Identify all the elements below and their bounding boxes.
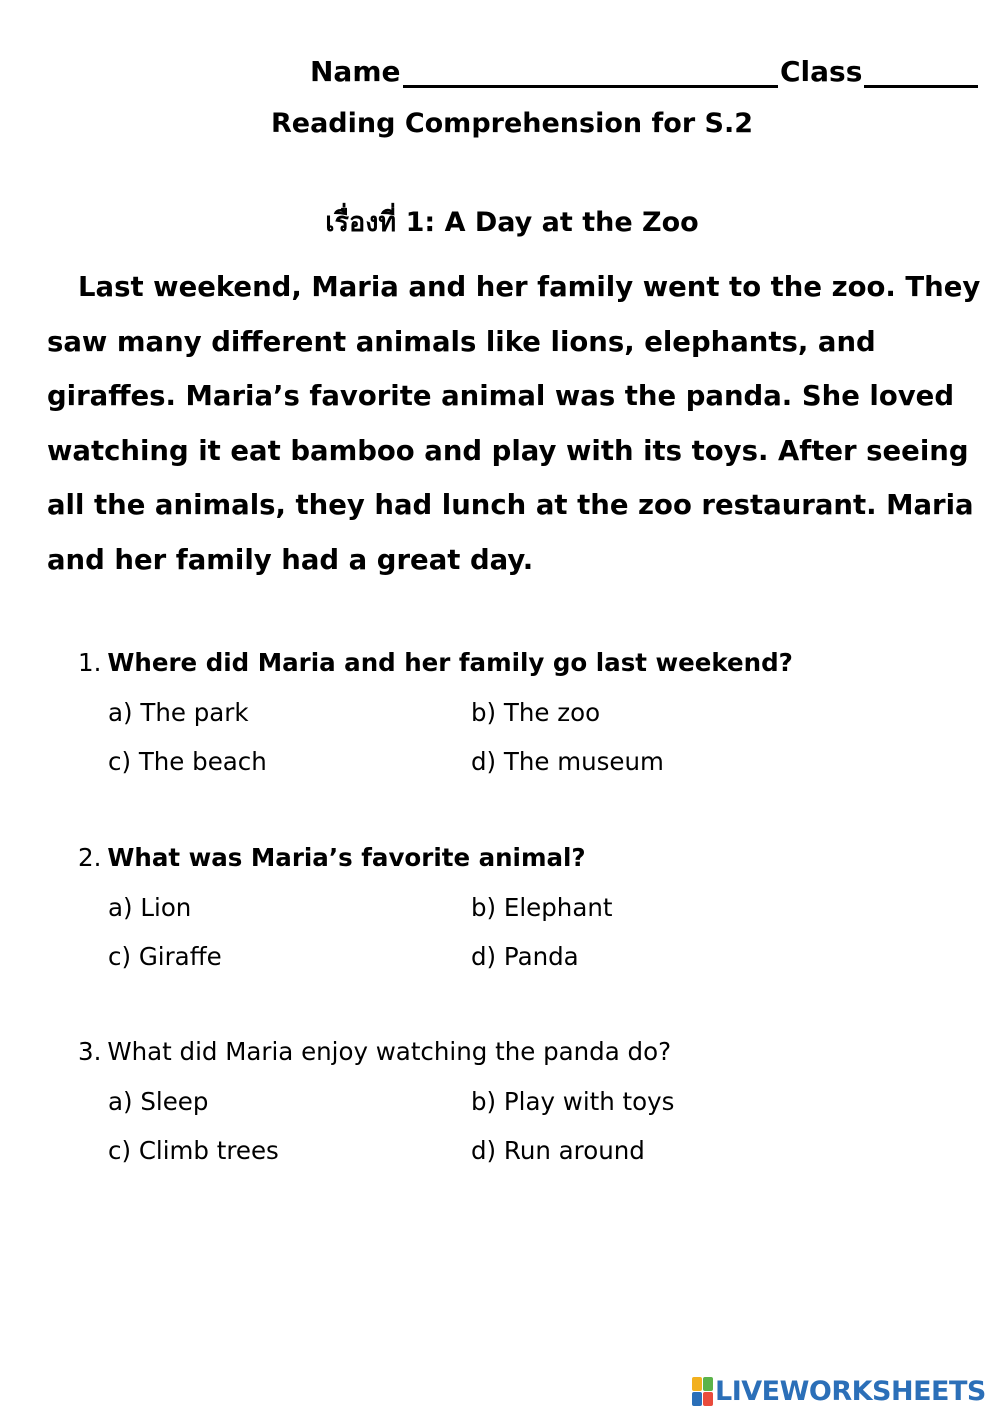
question-2: [78, 843, 978, 981]
option-a[interactable]: a) The park: [108, 698, 249, 727]
passage-line: saw many different animals like lions, elephants, and: [47, 325, 876, 358]
logo-text: LIVEWORKSHEETS: [715, 1375, 986, 1407]
worksheet-title: Reading Comprehension for S.2: [270, 108, 754, 139]
option-c[interactable]: c) Climb trees: [108, 1136, 279, 1165]
answer-options: [108, 1077, 978, 1175]
answer-options: [108, 883, 978, 981]
question-number: 2.: [78, 843, 102, 872]
name-class-header: [310, 44, 980, 88]
question-text: What was Maria’s favorite animal?: [107, 843, 586, 872]
liveworksheets-logo: [692, 1375, 986, 1407]
answer-options: [108, 688, 978, 786]
option-d[interactable]: d) Panda: [471, 942, 579, 971]
question-text: What did Maria enjoy watching the panda do?: [107, 1037, 672, 1066]
passage-line: watching it eat bamboo and play with its toys. After seeing: [47, 434, 969, 467]
passage-line: all the animals, they had lunch at the zoo restaurant. Maria: [47, 489, 974, 522]
option-b[interactable]: b) Play with toys: [471, 1087, 675, 1116]
story-title: เรื่องที่ 1: A Day at the Zoo: [325, 207, 699, 238]
option-d[interactable]: d) Run around: [471, 1136, 645, 1165]
liveworksheets-logo-icon: [692, 1377, 712, 1405]
class-blank-field[interactable]: [864, 55, 978, 88]
name-blank-field[interactable]: [403, 55, 778, 88]
question-number: 1.: [78, 648, 102, 677]
option-b[interactable]: b) The zoo: [471, 698, 601, 727]
question-number: 3.: [78, 1037, 102, 1066]
option-d[interactable]: d) The museum: [471, 747, 664, 776]
option-a[interactable]: a) Sleep: [108, 1087, 209, 1116]
passage-line: Last weekend, Maria and her family went to the zoo. They: [78, 271, 981, 303]
option-c[interactable]: c) Giraffe: [108, 942, 222, 971]
option-a[interactable]: a) Lion: [108, 893, 192, 922]
question-text: Where did Maria and her family go last weekend?: [107, 648, 793, 677]
question-1: [78, 648, 978, 786]
option-b[interactable]: b) Elephant: [471, 893, 613, 922]
passage-line: giraffes. Maria’s favorite animal was the panda. She loved: [47, 380, 955, 413]
passage-line: and her family had a great day.: [47, 543, 534, 576]
reading-passage: [47, 260, 981, 588]
option-c[interactable]: c) The beach: [108, 747, 267, 776]
name-label: Name: [310, 55, 401, 88]
class-label: Class: [779, 55, 863, 88]
question-3: [78, 1037, 978, 1175]
